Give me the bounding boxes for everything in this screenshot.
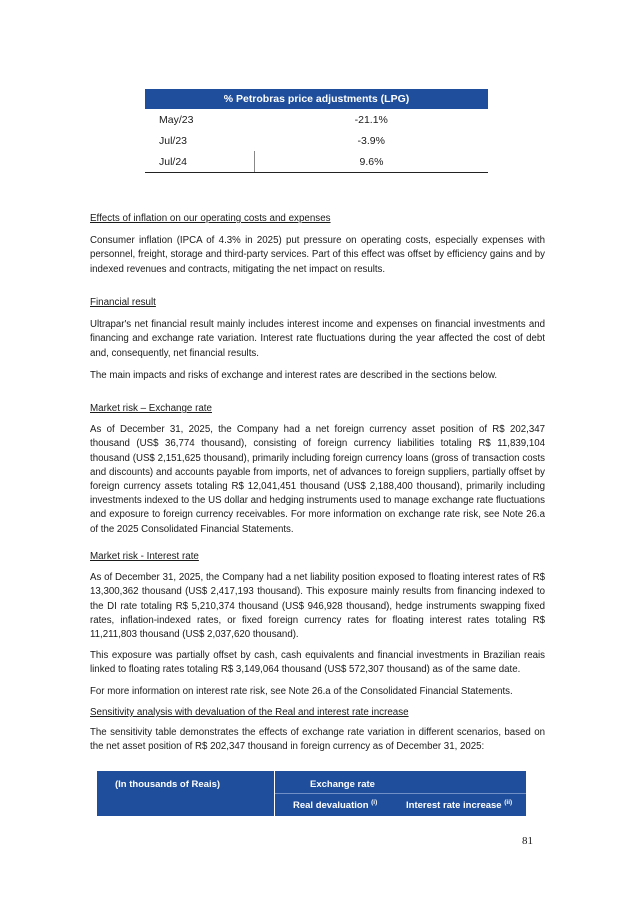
section-heading: Financial result <box>90 297 156 308</box>
lpg-table-header: % Petrobras price adjustments (LPG) <box>145 89 488 109</box>
section-interest-rate <box>90 550 545 699</box>
section-heading: Market risk - Interest rate <box>90 551 199 562</box>
col-header-label: Real devaluation <box>293 800 369 811</box>
section-financial-result <box>90 296 545 383</box>
row-date: Jul/23 <box>159 134 188 147</box>
table-header-row <box>145 89 488 109</box>
lpg-price-adjustments-table <box>145 89 488 173</box>
paragraph: For more information on interest rate risk, see Note 26.a of the Consolidated Financial Statements. <box>90 685 513 697</box>
row-value: -21.1% <box>354 113 388 126</box>
paragraph: As of December 31, 2025, the Company had a net foreign currency asset position of R$ 202,347 thousand (US$ 36,774 thousand), consisting of foreign currency liabilities totaling R$ 11,839,104 thousand (US$ 2,151,625 thousand), primarily including foreign currency loans (gross of transaction costs and discounts) and accounts payable from imports, net of advances to foreign suppliers, partially offset by foreign currency assets totaling R$ 12,041,451 thousand (US$ 2,188,400 thousand), primarily including investments indexed to the US dollar and hedging instruments used to manage exchange rate fluctuations and exposure to foreign currency receivables. For more information on exchange rate risk, see Note 26.a of the 2025 Consolidated Financial Statements. <box>90 424 545 535</box>
col-header-label: Interest rate increase <box>406 800 502 811</box>
col-header-interest-rate-increase <box>406 800 512 811</box>
paragraph: The sensitivity table demonstrates the effects of exchange rate variation in different scenarios, based on the net asset position of R$ 202,347 thousand in foreign currency as of December 31, 2025: <box>90 727 545 753</box>
section-heading: Market risk – Exchange rate <box>90 403 212 414</box>
section-heading: Sensitivity analysis with devaluation of the Real and interest rate increase <box>90 707 409 718</box>
table-row <box>145 130 488 151</box>
section-inflation <box>90 212 545 277</box>
paragraph: Ultrapar's net financial result mainly includes interest income and expenses on financial investments and financing and exchange rate variation. Interest rate fluctuations during the year affected the cost of debt and, consequently, net financial results. <box>90 319 545 359</box>
table-row <box>145 109 488 130</box>
page-number: 81 <box>522 835 533 847</box>
group-header-exchange-rate: Exchange rate <box>310 779 375 790</box>
row-date: May/23 <box>159 113 194 126</box>
row-value: -3.9% <box>357 134 385 147</box>
sensitivity-table-header <box>97 771 526 816</box>
col-header-reais: (In thousands of Reais) <box>115 779 221 790</box>
header-rule <box>275 793 526 794</box>
row-date: Jul/24 <box>145 151 255 173</box>
paragraph: The main impacts and risks of exchange and interest rates are described in the sections below. <box>90 369 498 381</box>
paragraph: As of December 31, 2025, the Company had a net liability position exposed to floating interest rates of R$ 13,300,362 thousand (US$ 2,417,193 thousand). This exposure mainly results from financing indexed to the DI rate totaling R$ 5,210,374 thousand (US$ 946,928 thousand), hedge instruments swapping fixed rates, inflation-indexed rates, or fixed foreign currency rates for floating interest rates totaling R$ 11,211,803 thousand (US$ 2,037,620 thousand). <box>90 572 545 641</box>
row-value: 9.6% <box>255 151 489 173</box>
paragraph: This exposure was partially offset by cash, cash equivalents and financial investments in Brazilian reais linked to floating rates totaling R$ 3,149,064 thousand (US$ 572,307 thousand) as of the same date. <box>90 650 545 676</box>
section-sensitivity <box>90 706 545 755</box>
footnote-marker: (ii) <box>504 798 513 806</box>
table-row <box>145 151 488 173</box>
paragraph: Consumer inflation (IPCA of 4.3% in 2025) put pressure on operating costs, especially expenses with personnel, freight, storage and third-party services. Part of this effect was offset by efficiency gains and by indexed revenues and contracts, mitigating the net impact on results. <box>90 235 545 275</box>
section-exchange-rate <box>90 402 545 537</box>
section-heading: Effects of inflation on our operating costs and expenses <box>90 213 331 224</box>
footnote-marker: (i) <box>371 798 378 806</box>
col-header-real-devaluation <box>293 800 377 811</box>
